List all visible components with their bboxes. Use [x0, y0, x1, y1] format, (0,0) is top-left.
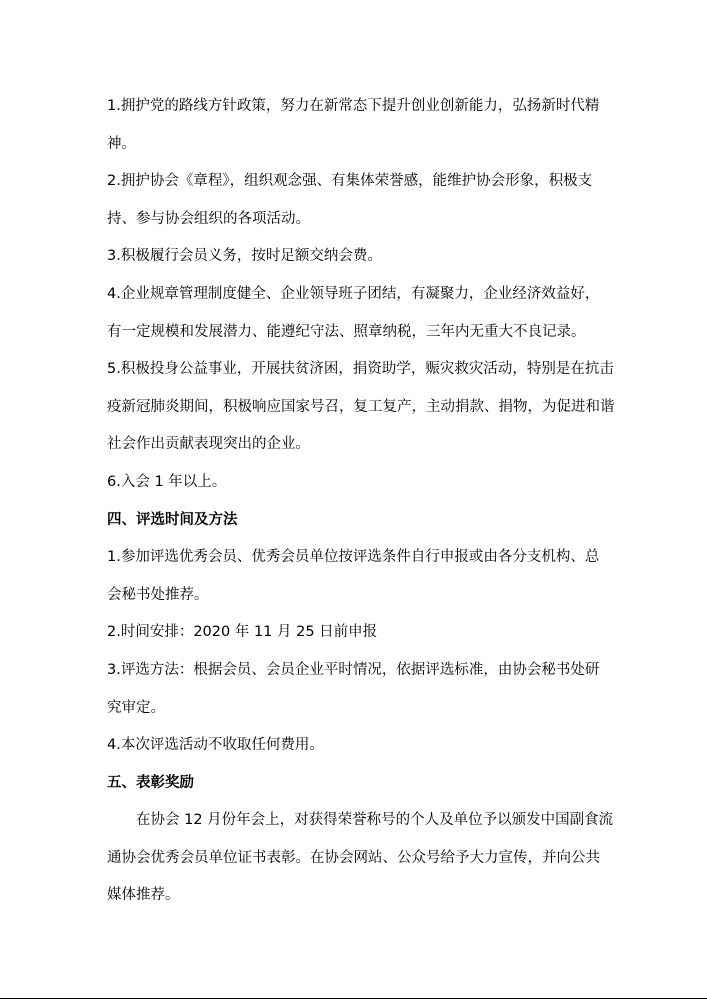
section-heading: 四、评选时间及方法 [107, 511, 238, 528]
paragraph-line: 2.时间安排：2020 年 11 月 25 日前申报 [107, 624, 378, 641]
paragraph-line: 2.拥护协会《章程》，组织观念强、有集体荣誉感，能维护协会形象，积极支 [107, 173, 593, 190]
paragraph-line: 神。 [107, 135, 136, 152]
paragraph-line: 3.积极履行会员义务，按时足额交纳会费。 [107, 248, 382, 265]
paragraph-line: 疫新冠肺炎期间，积极响应国家号召，复工复产，主动捐款、捐物，为促进和谐 [107, 398, 615, 415]
paragraph-line: 究审定。 [107, 699, 165, 716]
paragraph-line: 在协会 12 月份年会上，对获得荣誉称号的个人及单位予以颁发中国副食流 [136, 812, 614, 829]
paragraph-line: 持、参与协会组织的各项活动。 [107, 210, 310, 227]
paragraph-line: 1.拥护党的路线方针政策，努力在新常态下提升创业创新能力，弘扬新时代精 [107, 98, 600, 114]
paragraph-line: 6.入会 1 年以上。 [107, 473, 227, 490]
paragraph-line: 社会作出贡献表现突出的企业。 [107, 436, 310, 453]
paragraph-line: 有一定规模和发展潜力、能遵纪守法、照章纳税，三年内无重大不良记录。 [107, 323, 586, 340]
paragraph-line: 4.本次评选活动不收取任何费用。 [107, 737, 324, 754]
paragraph-line: 会秘书处推荐。 [107, 586, 209, 603]
paragraph-line: 5.积极投身公益事业，开展扶贫济困，捐资助学，赈灾救灾活动，特别是在抗击 [107, 361, 614, 378]
document-body [107, 88, 615, 915]
paragraph-line: 媒体推荐。 [107, 887, 180, 904]
section-heading: 五、表彰奖励 [107, 774, 194, 791]
paragraph-line: 3.评选方法：根据会员、会员企业平时情况，依据评选标准，由协会秘书处研 [107, 661, 600, 678]
page-bottom-rule [0, 998, 707, 999]
paragraph-line: 1.参加评选优秀会员、优秀会员单位按评选条件自行申报或由各分支机构、总 [107, 549, 600, 566]
paragraph-line: 通协会优秀会员单位证书表彰。在协会网站、公众号给予大力宣传，并向公共 [107, 849, 600, 866]
paragraph-line: 4.企业规章管理制度健全、企业领导班子团结，有凝聚力，企业经济效益好， [107, 285, 600, 302]
